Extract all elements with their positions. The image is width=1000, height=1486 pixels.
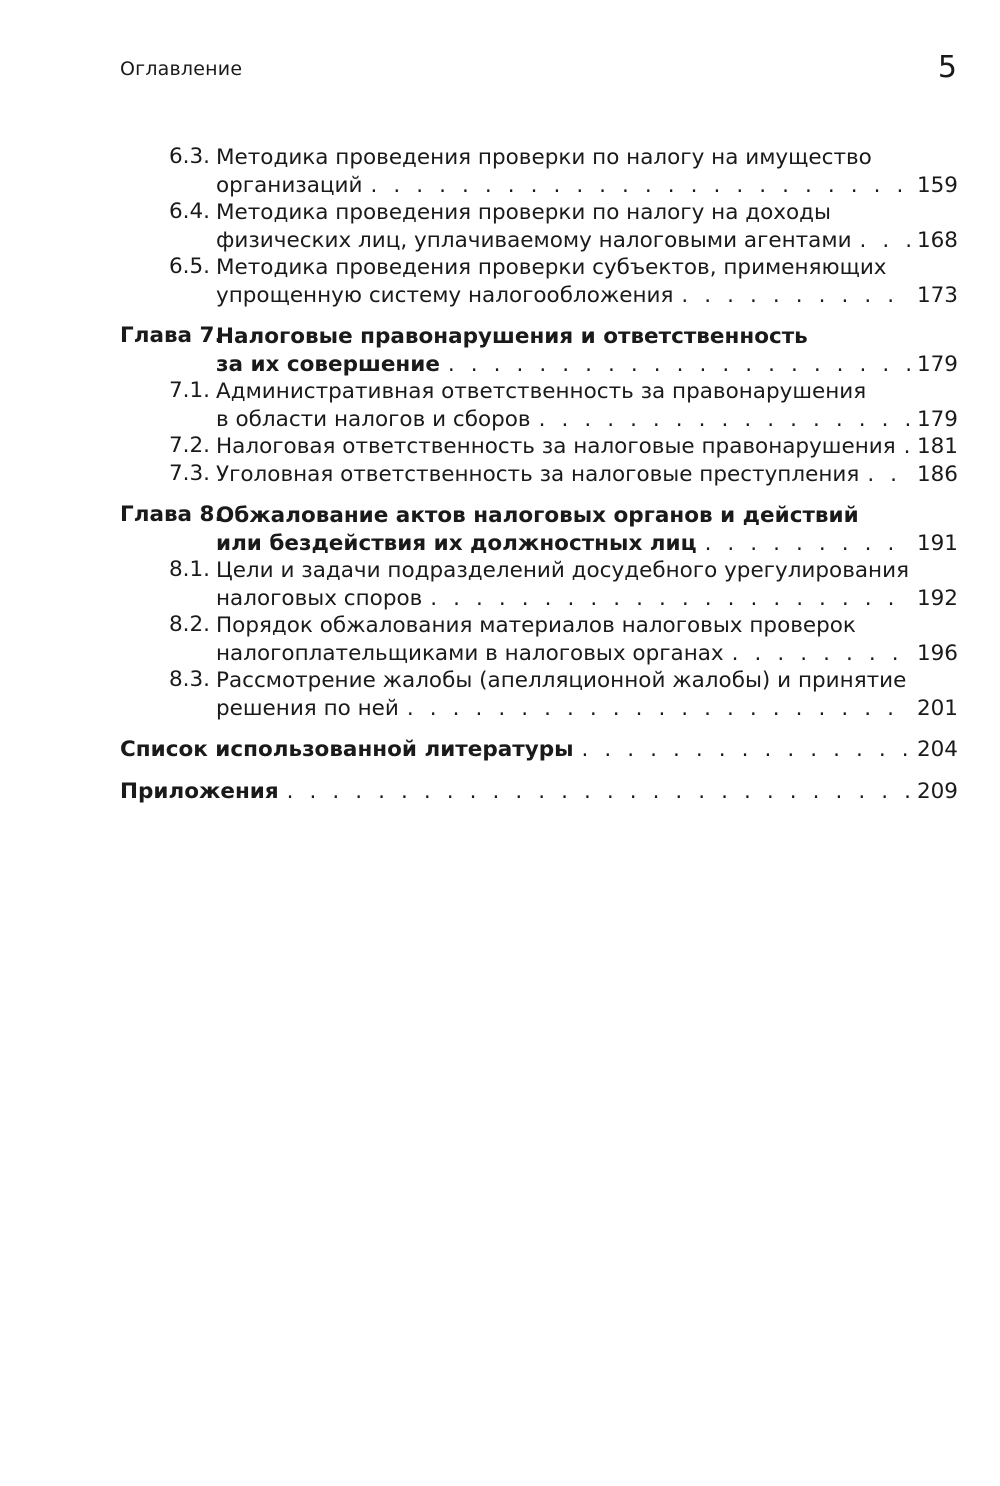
toc-chapter-8[interactable] [120, 502, 958, 557]
toc-entry-number: 8.2. [168, 612, 210, 637]
toc-chapter-number: Глава 7. [120, 323, 223, 348]
toc-page-number: 179 [916, 406, 958, 432]
toc-bibliography[interactable] [120, 736, 958, 764]
toc-page-number: 168 [916, 227, 958, 253]
toc-page-number: 181 [916, 434, 958, 459]
dot-leader [287, 778, 911, 806]
toc-page-number: 196 [916, 640, 958, 666]
toc-entry-number: 6.5. [168, 254, 210, 279]
toc-chapter-7[interactable] [120, 323, 958, 378]
toc-entry-8-2[interactable] [120, 612, 958, 667]
toc-entry-title: налоговых споров [216, 585, 423, 611]
toc-entry-title: организаций [216, 172, 363, 198]
toc-page-number: 186 [916, 461, 958, 487]
dot-leader [430, 585, 911, 613]
running-title: Оглавление [120, 58, 243, 80]
dot-leader [448, 351, 911, 379]
toc-appendices[interactable] [120, 778, 958, 806]
toc-entry-title: Цели и задачи подразделений досудебного урегулирования [216, 558, 910, 583]
toc-entry-title: Уголовная ответственность за налоговые преступления [216, 461, 860, 487]
toc-entry-title: Порядок обжалования материалов налоговых проверок [216, 613, 856, 638]
toc-entry-number: 6.4. [168, 199, 210, 224]
toc-page-number: 209 [916, 778, 958, 804]
toc-entry-title: Методика проведения проверки по налогу на имущество [216, 145, 872, 170]
toc-page-number: 204 [916, 737, 958, 762]
toc-chapter-title: за их совершение [216, 351, 440, 377]
toc-entry-title: решения по ней [216, 695, 399, 721]
toc-chapter-number: Глава 8. [120, 502, 223, 527]
toc-entry-6-3[interactable] [120, 144, 958, 199]
toc-chapter-title: Налоговые правонарушения и ответственность [216, 324, 808, 349]
toc-entry-number: 7.3. [168, 460, 210, 486]
toc-page-number: 201 [916, 695, 958, 721]
toc-entry-7-1[interactable] [120, 378, 958, 433]
toc-entry-title: в области налогов и сборов [216, 406, 531, 432]
toc-entry-title: Приложения [120, 778, 279, 804]
toc-entry-number: 7.2. [168, 433, 210, 458]
toc-entry-title: Список использованной литературы [120, 737, 574, 762]
toc-chapter-title: или бездействия их должностных лиц [216, 530, 697, 556]
toc-entry-title: физических лиц, уплачиваемому налоговыми агентами [216, 227, 852, 253]
dot-leader [407, 695, 911, 723]
toc-entry-6-4[interactable] [120, 199, 958, 254]
toc-entry-7-3[interactable] [120, 461, 958, 489]
dot-leader [705, 530, 911, 558]
toc-entry-7-2[interactable] [120, 433, 958, 461]
toc-page-number: 159 [916, 172, 958, 198]
dot-leader [539, 406, 911, 434]
toc-entry-title: Рассмотрение жалобы (апелляционной жалобы) и принятие [216, 668, 907, 693]
toc-entry-title: Административная ответственность за правонарушения [216, 379, 867, 404]
toc-page-number: 173 [916, 282, 958, 308]
dot-leader [371, 172, 911, 200]
toc-entry-number: 6.3. [168, 144, 210, 169]
dot-leader [867, 461, 911, 489]
dot-leader [732, 640, 911, 668]
toc-chapter-title: Обжалование актов налоговых органов и действий [216, 503, 859, 528]
toc-page-number: 191 [916, 530, 958, 556]
dot-leader [904, 433, 911, 461]
toc-entry-number: 7.1. [168, 378, 210, 403]
page-number: 5 [937, 50, 957, 85]
toc-entry-title: Методика проведения проверки по налогу на доходы [216, 200, 831, 225]
table-of-contents [120, 144, 958, 805]
toc-page-number: 192 [916, 585, 958, 611]
toc-entry-6-5[interactable] [120, 254, 958, 309]
toc-entry-title: Методика проведения проверки субъектов, применяющих [216, 255, 887, 280]
toc-entry-title: налогоплательщиками в налоговых органах [216, 640, 724, 666]
dot-leader [582, 736, 911, 764]
toc-entry-title: упрощенную систему налогообложения [216, 282, 674, 308]
toc-entry-number: 8.1. [168, 557, 210, 582]
dot-leader [860, 227, 911, 255]
toc-entry-title: Налоговая ответственность за налоговые правонарушения [216, 434, 896, 459]
toc-entry-number: 8.3. [168, 667, 210, 692]
toc-page-number: 179 [916, 351, 958, 377]
toc-entry-8-1[interactable] [120, 557, 958, 612]
dot-leader [681, 282, 911, 310]
toc-entry-8-3[interactable] [120, 667, 958, 722]
